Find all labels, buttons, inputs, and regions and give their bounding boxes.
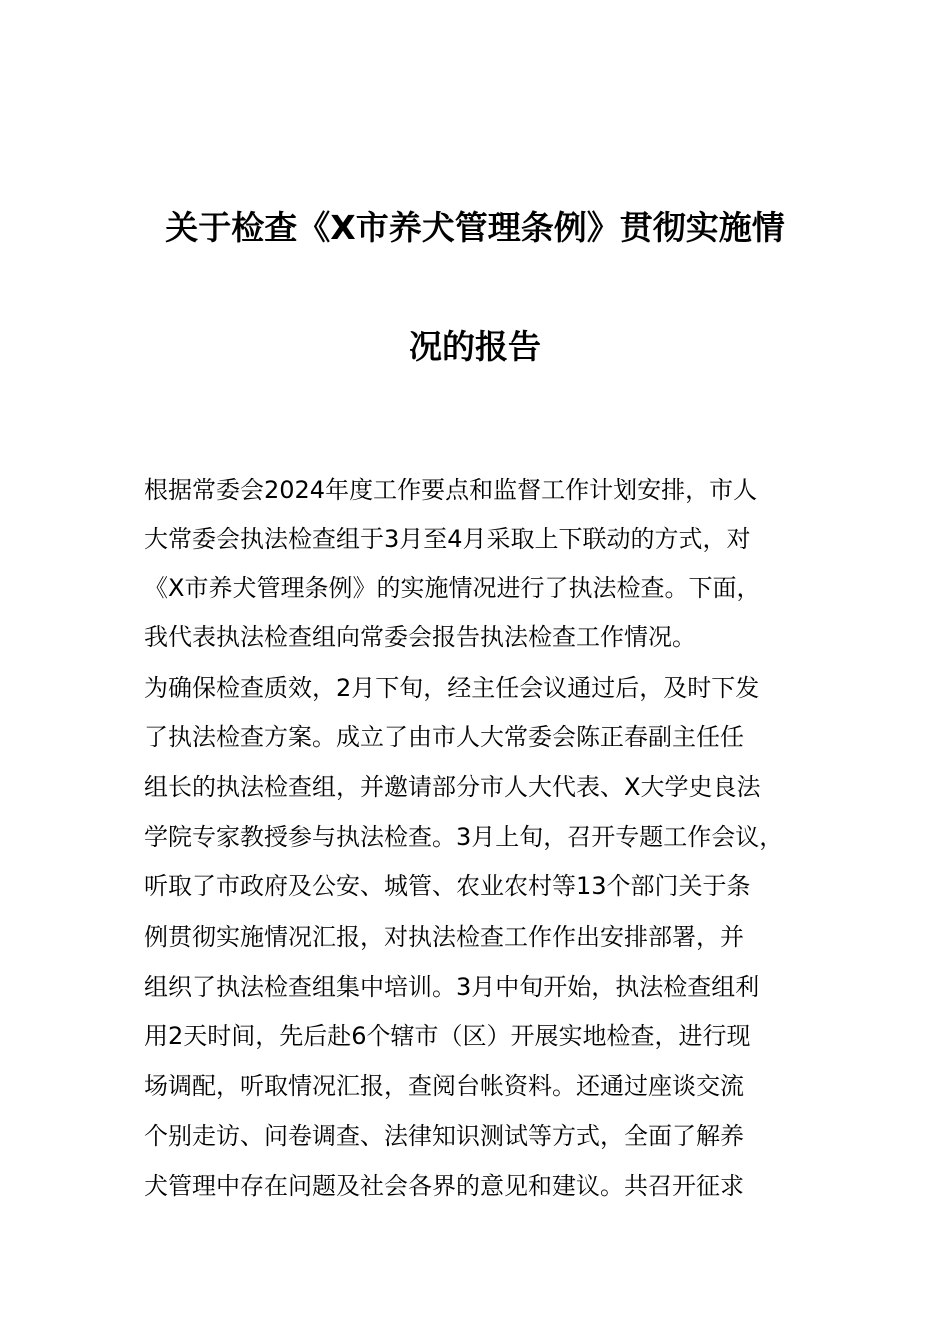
body-line-4: 我代表执法检查组向常委会报告执法检查工作情况。 [144,623,696,651]
document-title-line-2: 况的报告 [409,327,541,366]
body-line-14: 个别走访、问卷调查、法律知识测试等方式，全面了解养 [144,1122,744,1150]
body-line-9: 听取了市政府及公安、城管、农业农村等13个部门关于条 [144,872,751,900]
body-line-10: 例贯彻实施情况汇报，对执法检查工作作出安排部署，并 [144,923,744,951]
body-line-11: 组织了执法检查组集中培训。3月中旬开始，执法检查组利 [144,973,760,1001]
body-line-1: 根据常委会2024年度工作要点和监督工作计划安排，市人 [144,476,758,504]
body-line-6: 了执法检查方案。成立了由市人大常委会陈正春副主任任 [144,723,744,751]
body-line-7: 组长的执法检查组，并邀请部分市人大代表、X大学史良法 [144,773,761,801]
body-line-12: 用2天时间，先后赴6个辖市（区）开展实地检查，进行现 [144,1022,751,1050]
body-line-15: 犬管理中存在问题及社会各界的意见和建议。共召开征求 [144,1172,744,1200]
body-line-13: 场调配，听取情况汇报，查阅台帐资料。还通过座谈交流 [144,1072,744,1100]
body-line-3: 《X市养犬管理条例》的实施情况进行了执法检查。下面， [144,574,761,602]
document-title-line-1: 关于检查《X市养犬管理条例》贯彻实施情 [165,208,785,247]
body-line-2: 大常委会执法检查组于3月至4月采取上下联动的方式，对 [144,525,751,553]
body-line-5: 为确保检查质效，2月下旬，经主任会议通过后，及时下发 [144,674,760,702]
body-line-8: 学院专家教授参与执法检查。3月上旬，召开专题工作会议， [144,823,784,851]
